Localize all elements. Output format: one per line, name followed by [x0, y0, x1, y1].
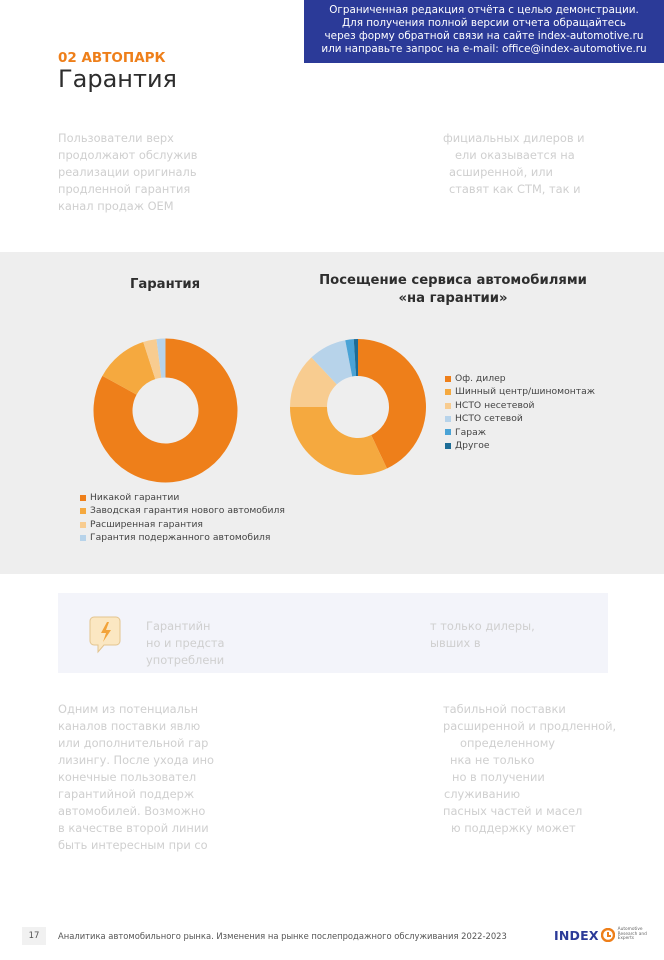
redaction-mask	[214, 130, 440, 220]
banner-line: через форму обратной связи на сайте index-automotive.ru	[324, 30, 644, 42]
callout-line: ывших в	[430, 636, 481, 650]
legend-swatch	[445, 416, 451, 422]
body-line: в качестве второй линии	[58, 821, 209, 835]
service-legend-item	[445, 372, 595, 385]
redaction-mask	[226, 701, 439, 861]
legend-label: Другое	[455, 440, 490, 452]
legend-swatch	[80, 495, 86, 501]
legend-swatch	[445, 429, 451, 435]
demo-banner	[304, 0, 664, 63]
legend-label: НСТО несетевой	[455, 399, 535, 411]
index-logo	[554, 924, 647, 946]
callout-text	[146, 618, 586, 670]
intro-paragraph	[58, 130, 608, 220]
service-legend-item	[445, 426, 595, 439]
body-line: гарантийной поддерж	[58, 787, 195, 801]
legend-swatch	[445, 389, 451, 395]
warranty-chart-title: Гарантия	[129, 277, 201, 292]
body-line: каналов поставки явлю	[58, 719, 201, 733]
lightning-badge-icon	[88, 613, 124, 655]
banner-line: или направьте запрос на e-mail: office@index-automotive.ru	[321, 43, 647, 55]
legend-label: Расширенная гарантия	[90, 518, 203, 530]
body-line: быть интересным при со	[58, 838, 208, 852]
service-chart-title	[300, 272, 606, 308]
body-line: лизингу. После ухода ино	[58, 753, 215, 767]
logo-subtitle-line: Research and	[617, 931, 647, 937]
body-paragraph	[58, 701, 617, 861]
body-line: служиванию	[444, 787, 521, 801]
legend-label: Гараж	[455, 426, 486, 438]
legend-label: Шинный центр/шиномонтаж	[455, 386, 595, 398]
callout-box	[58, 593, 608, 673]
callout-line: употреблени	[146, 653, 225, 667]
service-legend	[445, 372, 595, 452]
callout-line: т только дилеры,	[430, 619, 535, 633]
callout-line: но и предста	[146, 636, 225, 650]
legend-label: Оф. дилер	[455, 373, 506, 384]
page-number: 17	[22, 927, 46, 945]
legend-swatch	[445, 403, 451, 409]
body-line: нка не только	[450, 753, 535, 767]
intro-line: Пользователи верх	[58, 131, 174, 145]
legend-swatch	[445, 376, 451, 382]
body-line: табильной поставки	[443, 702, 566, 716]
legend-label: Заводская гарантия нового автомобиля	[90, 505, 285, 517]
legend-label: Гарантия подержанного автомобиля	[90, 532, 271, 544]
footer-caption: Аналитика автомобильного рынка. Изменения на рынке послепродажного обслуживания 2022-2023	[58, 931, 507, 941]
service-slice	[290, 407, 387, 475]
warranty-legend-item	[80, 504, 285, 517]
warranty-legend-item	[80, 531, 285, 544]
body-line: расширенной и продленной,	[443, 719, 617, 733]
service-chart-title-line2: «на гарантии»	[398, 291, 508, 306]
redaction-mask	[226, 618, 426, 670]
warranty-legend-item	[80, 491, 285, 504]
legend-swatch	[80, 535, 86, 541]
section-label: 02 АВТОПАРК	[58, 50, 166, 66]
logo-subtitle-line: Experts	[617, 936, 634, 942]
warranty-legend	[80, 491, 285, 545]
intro-line: фициальных дилеров и	[443, 131, 585, 145]
logo-subtitle-line: Automotive	[617, 926, 643, 932]
body-line: конечные пользовател	[58, 770, 197, 784]
service-legend-item	[445, 412, 595, 425]
body-line: или дополнительной гар	[58, 736, 209, 750]
legend-swatch	[445, 443, 451, 449]
logo-mark-icon	[601, 928, 615, 942]
callout-line: Гарантийн	[146, 619, 211, 633]
intro-line: продленной гарантия	[58, 182, 191, 196]
warranty-donut-chart	[93, 338, 238, 483]
body-line: определенному	[460, 736, 556, 750]
body-line: автомобилей. Возможно	[58, 804, 206, 818]
intro-line: ставят как СТМ, так и	[449, 182, 581, 196]
service-chart-title-line1: Посещение сервиса автомобилями	[319, 273, 587, 288]
banner-line: Ограниченная редакция отчёта с целью демонстрации.	[329, 4, 639, 16]
service-legend-item	[445, 385, 595, 398]
legend-swatch	[80, 522, 86, 528]
service-donut-chart	[289, 338, 427, 476]
body-line: пасных частей и масел	[443, 804, 583, 818]
service-legend-item	[445, 399, 595, 412]
legend-label: Никакой гарантии	[90, 492, 180, 503]
intro-line: ели оказывается на	[455, 148, 575, 162]
warranty-legend-item	[80, 518, 285, 531]
intro-line: продолжают обслужив	[58, 148, 198, 162]
logo-subtitle	[618, 928, 647, 942]
legend-label: НСТО сетевой	[455, 413, 523, 425]
body-line: ю поддержку может	[451, 821, 576, 835]
intro-line: канал продаж OEM	[58, 199, 174, 213]
page-title: Гарантия	[58, 65, 177, 93]
body-line: но в получении	[452, 770, 545, 784]
body-line: Одним из потенциальн	[58, 702, 199, 716]
intro-line: асширенной, или	[449, 165, 553, 179]
intro-line: реализации оригиналь	[58, 165, 197, 179]
service-legend-item	[445, 439, 595, 452]
banner-line: Для получения полной версии отчета обращайтесь	[341, 17, 627, 29]
legend-swatch	[80, 508, 86, 514]
logo-wordmark: INDEX	[554, 927, 599, 943]
